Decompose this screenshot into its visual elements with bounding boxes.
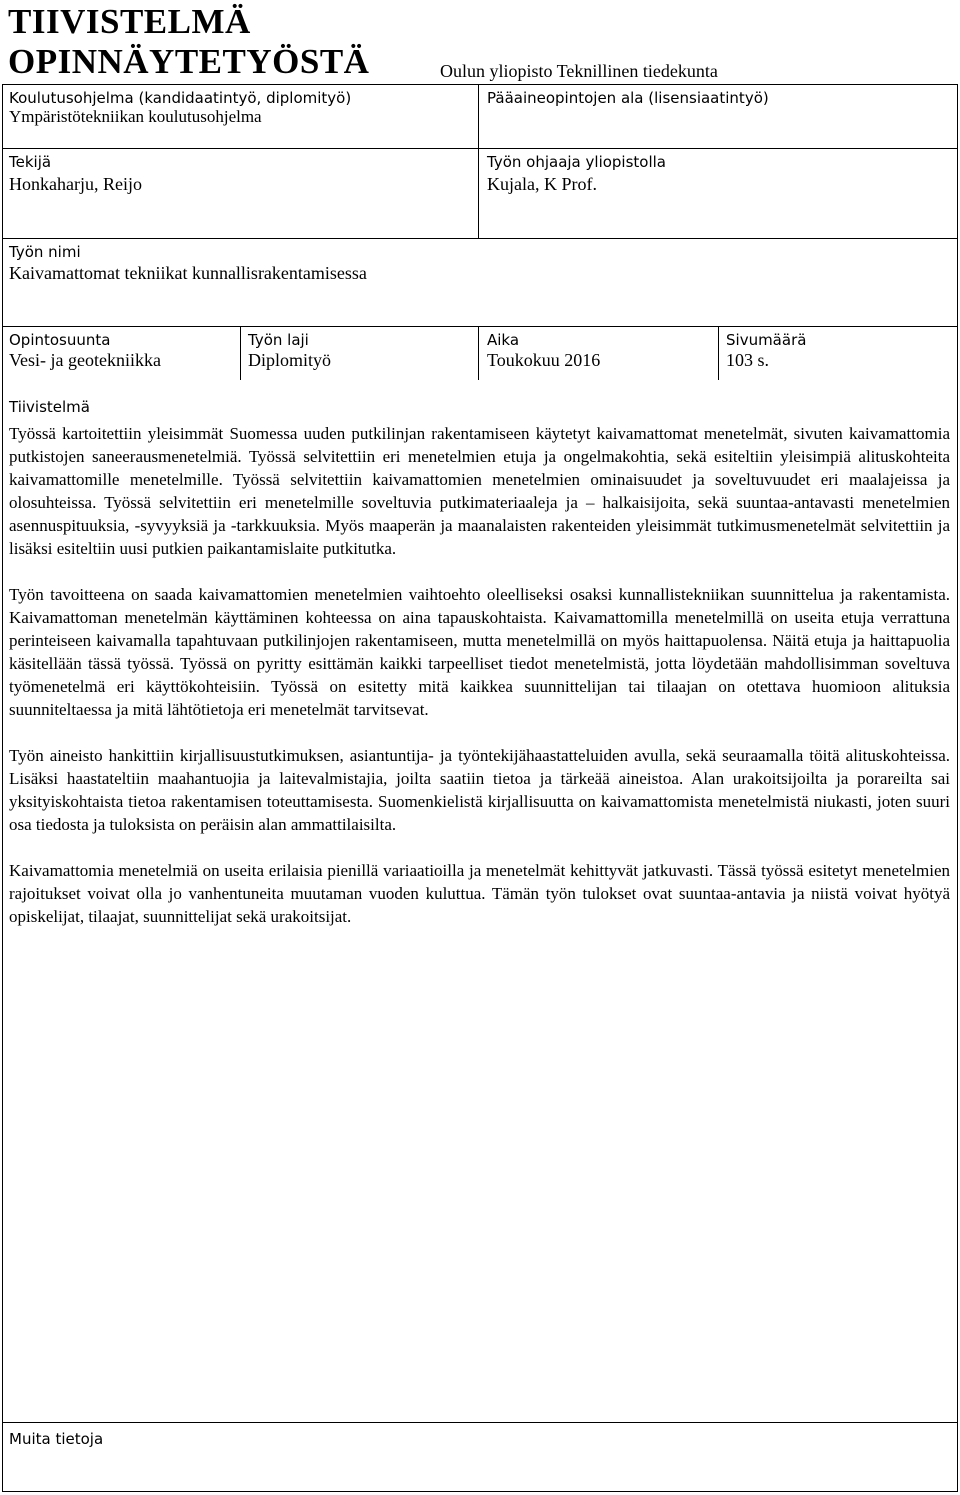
university-name: Oulun yliopisto Teknillinen tiedekunta — [440, 61, 718, 81]
work-type-label: Työn laji — [248, 331, 309, 349]
divider-top — [478, 84, 479, 238]
divider-meta-3 — [718, 326, 719, 380]
rule-title — [2, 326, 958, 327]
abstract-body — [9, 422, 950, 928]
rule-abstract — [2, 1422, 958, 1423]
rule-author — [2, 238, 958, 239]
other-info-label: Muita tietoja — [9, 1430, 104, 1448]
date-value: Toukokuu 2016 — [487, 350, 601, 370]
divider-meta-2 — [478, 326, 479, 380]
divider-meta-1 — [240, 326, 241, 380]
date-label: Aika — [487, 331, 520, 349]
work-title-value: Kaivamattomat tekniikat kunnallisrakentamisessa — [9, 263, 367, 283]
author-label: Tekijä — [9, 153, 52, 171]
work-title-label: Työn nimi — [9, 243, 81, 261]
rule-program — [2, 148, 958, 149]
field-label: Opintosuunta — [9, 331, 111, 349]
document-title-line-1: TIIVISTELMÄ — [8, 2, 251, 41]
major-label: Pääaineopintojen ala (lisensiaatintyö) — [487, 89, 769, 107]
abstract-paragraph: Kaivamattomia menetelmiä on useita erilaisia pienillä variaatioilla ja menetelmät kehittyvät jatkuvasti. Tässä työssä esitetyt menetelmien rajoitukset voivat olla jo vanhentuneita muutaman vuoden kuluttua. Tämän työn tulokset ovat suuntaa-antavia ja niistä voivat hyötyä opiskelijat, tilaajat, suunnittelijat sekä urakoitsijat. — [9, 861, 950, 926]
abstract-paragraph: Työn tavoitteena on saada kaivamattomien menetelmien vaihtoehto oleelliseksi osaksi kunnallistekniikan suunnittelua ja rakentamista. Kaivamattoman menetelmän käyttäminen kohteessa on aina tapauskohtaista. Kaivamattomilla menetelmillä on useita etuja verrattuna perinteiseen kaivamalla tapahtuvaan putkilinjojen rakentamiseen, mutta menetelmillä on myös haittapuolensa. Näitä etuja ja haittapuolia käsitellään tässä työssä. Työssä on pyritty esittämän kaikki tarpeelliset tiedot menetelmistä, jotta löydetään mahdollisimman soveltuva työmenetelmä eri käyttökohteisiin. Työssä on esitetty mitä kaikkea suunnittelijan tai tilaajan on otettava huomioon alituksia suunniteltaessa ja mitä lähtötietoja eri menetelmät tarvitsevat. — [9, 585, 950, 719]
field-value: Vesi- ja geotekniikka — [9, 350, 161, 370]
document-title-line-2: OPINNÄYTETYÖSTÄ — [8, 42, 370, 81]
abstract-paragraph: Työn aineisto hankittiin kirjallisuustutkimuksen, asiantuntija- ja työntekijähaastatteluiden avulla, sekä seuraamalla töitä alituskohteissa. Lisäksi haastateltiin maahantuojia ja laitevalmistajia, joilta saatiin tietoa ja tärkeää aineistoa. Alan urakoitsijoilta ja porareilta sai yksityiskohtaista tietoa rakentamisen toteuttamisesta. Suomenkielistä kirjallisuutta on kaivamattomista menetelmistä niukasti, joten suuri osa tiedosta ja tuloksista on peräisin alan ammattilaisilta. — [9, 746, 950, 834]
supervisor-value: Kujala, K Prof. — [487, 174, 597, 194]
abstract-label: Tiivistelmä — [9, 398, 90, 416]
author-value: Honkaharju, Reijo — [9, 174, 142, 194]
work-type-value: Diplomityö — [248, 350, 332, 370]
pages-label: Sivumäärä — [726, 331, 807, 349]
pages-value: 103 s. — [726, 350, 770, 370]
supervisor-label: Työn ohjaaja yliopistolla — [487, 153, 666, 171]
abstract-paragraph: Työssä kartoitettiin yleisimmät Suomessa uuden putkilinjan rakentamiseen käytetyt kaivamattomat menetelmät, sivuten kaivamattomia putkistojen saneerausmenetelmiä. Työssä selvitettiin eri menetelmien etuja ja ongelmakohtia, sekä esiteltiin yleisimpiä alituskohteita kaivamattomille menetelmille. Työssä selvitettiin kaivamattomien menetelmien ominaisuudet ja soveltuvuudet eri maalajeissa ja olosuhteissa. Työssä selvitettiin eri menetelmille soveltuvia putkimateriaaleja ja – halkaisijoita, sekä suuntaa-antavasti menetelmien asennuspituuksia, -syvyyksiä ja -tarkkuuksia. Myös maaperän ja maanalaisten rakenteiden yleisimmät tutkimusmenetelmät selvitettiin ja lisäksi esiteltiin uusi putkien paikantamislaite putkitutka. — [9, 424, 950, 558]
program-value: Ympäristötekniikan koulutusohjelma — [9, 107, 262, 126]
program-label: Koulutusohjelma (kandidaatintyö, diplomityö) — [9, 89, 352, 107]
